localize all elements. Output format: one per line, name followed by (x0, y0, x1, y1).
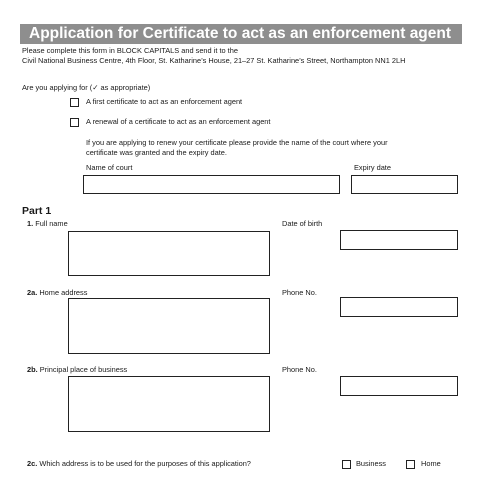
date-of-birth-label: Date of birth (282, 219, 323, 228)
business-option-label: Business (356, 459, 386, 468)
renewal-certificate-checkbox[interactable] (70, 118, 79, 127)
question-number: 1. (27, 219, 34, 228)
question-number: 2b. (27, 365, 38, 374)
business-phone-field[interactable] (340, 376, 458, 396)
question-label: Principal place of business (39, 365, 128, 374)
business-address-label (27, 365, 127, 375)
question-label: Full name (35, 219, 68, 228)
renewal-note-line-1: If you are applying to renew your certificate please provide the name of the court where your (86, 138, 388, 147)
address-choice-question (27, 459, 251, 469)
first-certificate-checkbox[interactable] (70, 98, 79, 107)
court-name-field[interactable] (83, 175, 340, 194)
question-number: 2c. (27, 459, 38, 468)
expiry-date-field[interactable] (351, 175, 458, 194)
applying-for-question: Are you applying for (✓ as appropriate) (22, 83, 151, 92)
date-of-birth-field[interactable] (340, 230, 458, 250)
home-option-label: Home (421, 459, 441, 468)
full-name-label (27, 219, 68, 229)
intro-line-2: Civil National Business Centre, 4th Floor, St. Katharine’s House, 21–27 St. Katharine’s Street, Northampton NN1 2LH (22, 56, 406, 65)
home-phone-label: Phone No. (282, 288, 317, 297)
home-address-field[interactable] (68, 298, 270, 354)
first-certificate-label: A first certificate to act as an enforcement agent (86, 97, 243, 106)
business-address-field[interactable] (68, 376, 270, 432)
full-name-field[interactable] (68, 231, 270, 276)
renewal-certificate-label: A renewal of a certificate to act as an enforcement agent (86, 117, 271, 126)
home-address-checkbox[interactable] (406, 460, 415, 469)
home-phone-field[interactable] (340, 297, 458, 317)
home-address-label (27, 288, 87, 298)
expiry-date-label: Expiry date (354, 163, 391, 172)
part-1-heading: Part 1 (22, 205, 52, 217)
form-title: Application for Certificate to act as an enforcement agent (20, 24, 462, 44)
court-name-label: Name of court (86, 163, 133, 172)
business-address-checkbox[interactable] (342, 460, 351, 469)
question-number: 2a. (27, 288, 38, 297)
intro-line-1: Please complete this form in BLOCK CAPITALS and send it to the (22, 46, 238, 55)
question-label: Home address (39, 288, 88, 297)
business-phone-label: Phone No. (282, 365, 317, 374)
renewal-note-line-2: certificate was granted and the expiry date. (86, 148, 227, 157)
question-label: Which address is to be used for the purposes of this application? (39, 459, 251, 468)
